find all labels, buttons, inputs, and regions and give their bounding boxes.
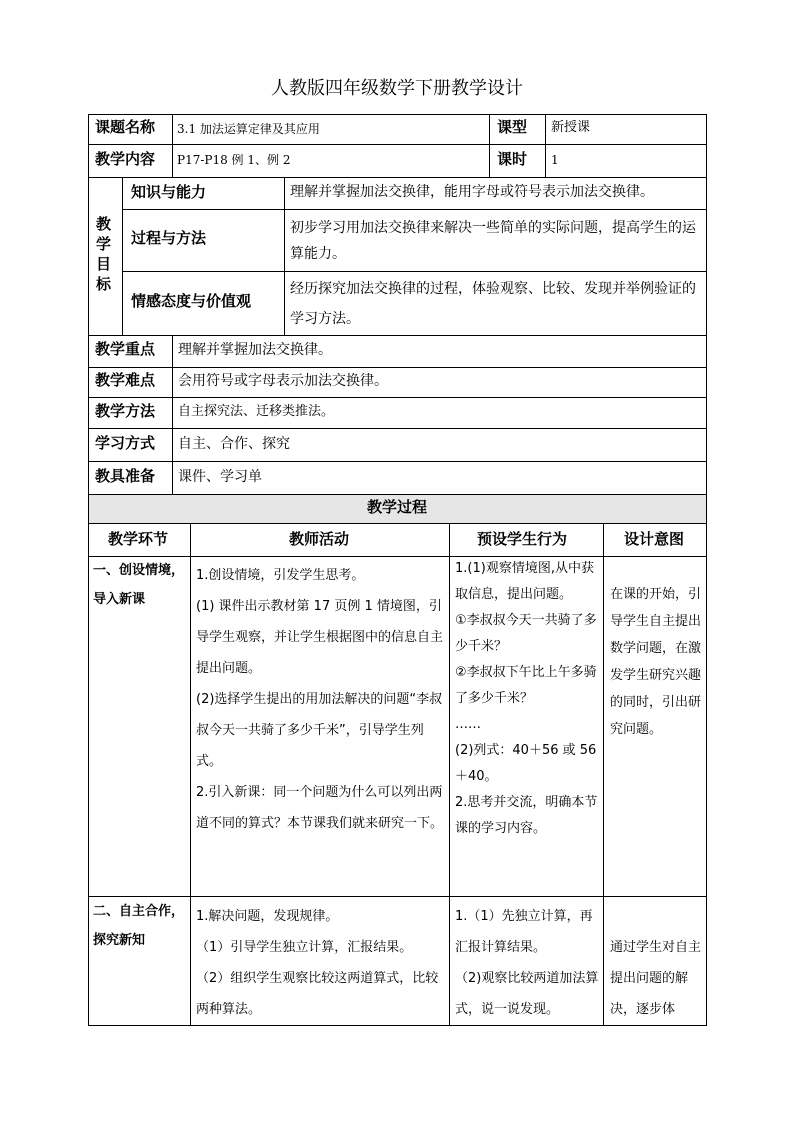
teacher-step: 1.解决问题，发现规律。 <box>196 909 339 924</box>
stage2-teacher <box>196 901 444 1025</box>
topic-value: 3.1 加法运算定律及其应用 <box>177 122 320 136</box>
prep-label: 教具准备 <box>95 467 156 485</box>
difficulty-value: 会用符号或字母表示加法交换律。 <box>178 373 388 389</box>
difficulty-label: 教学难点 <box>95 371 156 389</box>
stage1-intent: 在课的开始，引导学生自主提出数学问题，在激发学生研究兴趣的同时，引出研究问题。 <box>610 587 702 737</box>
student-step: (2)列式：40＋56 或 56＋40。 <box>455 743 597 784</box>
teacher-step: （1）引导学生独立计算，汇报结果。 <box>196 940 413 955</box>
stage2-name: 二、自主合作，探究新知 <box>93 904 185 948</box>
hours-label: 课时 <box>497 150 528 168</box>
col-teacher: 教师活动 <box>289 530 350 548</box>
teacher-step: (2)选择学生提出的用加法解决的问题“李叔叔今天一共骑了多少千米”，引导学生列式。 <box>196 692 443 769</box>
type-value: 新授课 <box>551 120 591 135</box>
col-stage: 教学环节 <box>108 530 169 548</box>
method-label: 教学方法 <box>95 402 156 420</box>
student-step: （2)观察比较两道加法算式，说一说发现。 <box>455 971 599 1017</box>
learning-value: 自主、合作、探究 <box>178 436 290 452</box>
process-text: 初步学习用加法交换律来解决一些简单的实际问题，提高学生的运算能力。 <box>290 220 696 262</box>
method-value: 自主探究法、迁移类推法。 <box>178 404 335 419</box>
student-step: 2.思考并交流，明确本节课的学习内容。 <box>455 795 598 836</box>
objectives-label: 教学目标 <box>96 215 112 293</box>
learning-label: 学习方式 <box>95 434 156 452</box>
emotion-text: 经历探究加法交换律的过程，体验观察、比较、发现并举例验证的学习方法。 <box>290 281 696 327</box>
col-intent: 设计意图 <box>624 530 685 548</box>
knowledge-label: 知识与能力 <box>131 183 207 201</box>
content-label: 教学内容 <box>95 150 156 168</box>
stage2-student <box>455 901 601 1025</box>
student-step: 1.(1)观察情境图,从中获取信息，提出问题。 <box>455 561 594 602</box>
stage1-name: 一、创设情境，导入新课 <box>93 563 185 607</box>
emotion-label: 情感态度与价值观 <box>131 292 252 310</box>
teacher-step: 2.引入新课：同一个问题为什么可以列出两道不同的算式？本节课我们就来研究一下。 <box>196 785 444 831</box>
student-step: …… <box>455 717 481 732</box>
teacher-step: 1.创设情境，引发学生思考。 <box>196 568 365 583</box>
stage2-intent: 通过学生对自主提出问题的解决，逐步体 <box>610 940 702 1017</box>
student-step: ②李叔叔下午比上午多骑了多少千米？ <box>455 665 597 706</box>
teacher-step: (1) 课件出示教材第 17 页例 1 情境图，引导学生观察，并让学生根据图中的信息自主提出问题。 <box>196 599 444 676</box>
document-title: 人教版四年级数学下册教学设计 <box>271 78 523 99</box>
stage1-student <box>455 556 601 842</box>
hours-value: 1 <box>551 153 559 167</box>
process-header: 教学过程 <box>367 498 428 516</box>
student-step: ①李叔叔今天一共骑了多少千米？ <box>455 613 597 654</box>
knowledge-text: 理解并掌握加法交换律，能用字母或符号表示加法交换律。 <box>290 184 654 200</box>
col-student: 预设学生行为 <box>477 530 568 548</box>
teacher-step: （2）组织学生观察比较这两道算式，比较两种算法。 <box>196 971 439 1017</box>
student-step: 1.（1）先独立计算，再汇报计算结果。 <box>455 909 593 955</box>
topic-label: 课题名称 <box>95 118 156 136</box>
key-label: 教学重点 <box>95 340 156 358</box>
type-label: 课型 <box>497 118 528 136</box>
stage1-teacher <box>196 560 444 839</box>
key-value: 理解并掌握加法交换律。 <box>178 342 332 358</box>
process-label: 过程与方法 <box>131 229 207 247</box>
content-value: P17-P18 例 1、例 2 <box>177 153 291 167</box>
prep-value: 课件、学习单 <box>178 469 262 485</box>
